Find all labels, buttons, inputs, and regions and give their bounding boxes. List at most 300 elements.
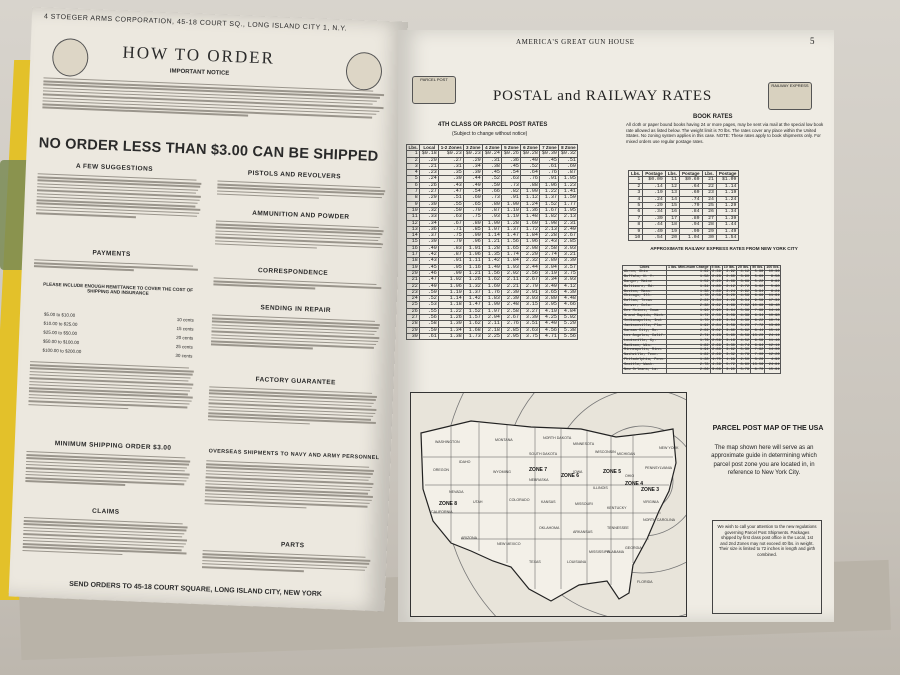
parcel-rate-cell: 3.95 — [540, 302, 559, 308]
state-label: IDAHO — [459, 460, 471, 464]
express-rate-cell: 11.46 — [765, 339, 781, 344]
book-rate-cell: .54 — [643, 235, 666, 241]
parcel-rate-cell: 3.04 — [540, 264, 559, 270]
parcel-rate-cell: .73 — [483, 195, 502, 201]
book-rate-cell: 7 — [629, 215, 643, 221]
parcel-rate-cell: 6 — [407, 182, 420, 188]
parcel-rate-cell: 1.69 — [483, 283, 502, 289]
insurance-row: $5.00 to $10.00 10 cents — [43, 311, 194, 323]
parcel-rate-cell: 1.02 — [439, 277, 464, 283]
parcel-rate-cell: 2.49 — [559, 226, 578, 232]
section-ammo: AMMUNITION AND POWDER — [252, 209, 350, 221]
parcel-rate-cell: 13 — [407, 226, 420, 232]
book-rate-cell: 11 — [665, 177, 679, 183]
parcel-rate-cell: 1.06 — [439, 283, 464, 289]
parcel-rate-cell: 2.25 — [483, 333, 502, 339]
insurance-row: $50.00 to $100.00 25 cents — [42, 338, 193, 350]
parcel-rate-cell: 1.42 — [483, 258, 502, 264]
express-rate-cell: 17.32 — [765, 300, 781, 305]
express-rate-cell: 4.38 — [736, 315, 750, 320]
parcel-rate-cell: 1.28 — [502, 220, 521, 226]
parcel-rate-cell: .59 — [483, 182, 502, 188]
parcel-rate-cell: 18 — [407, 258, 420, 264]
express-rate-cell: 3.64 — [722, 310, 736, 315]
parcel-rate-cell: .59 — [420, 327, 439, 333]
parcel-rate-cell: 4.12 — [559, 283, 578, 289]
express-rate-cell: 12.14 — [765, 344, 781, 349]
parcel-rate-cell: .54 — [464, 189, 483, 195]
book-rate-cell: 2 — [629, 183, 643, 189]
express-rate-cell: 4.56 — [736, 295, 750, 300]
state-label: ALABAMA — [607, 550, 624, 554]
parcel-rate-cell: .53 — [420, 302, 439, 308]
parcel-rate-cell: .63 — [502, 176, 521, 182]
parcel-rate-cell: .61 — [540, 163, 559, 169]
parcel-rate-cell: 2.31 — [559, 220, 578, 226]
express-rate-cell: Buffalo, N. Y. — [623, 275, 667, 280]
parcel-rate-cell: .58 — [420, 321, 439, 327]
book-rate-cell: 14 — [665, 196, 679, 202]
parcel-rate-cell: .35 — [439, 170, 464, 176]
parcel-rate-cell: 1.76 — [483, 289, 502, 295]
rates-title: POSTAL and RAILWAY RATES — [493, 88, 712, 104]
express-rate-column-header: 5 lbs. — [711, 265, 721, 269]
express-rate-cell: 5.62 — [736, 329, 750, 334]
express-rate-cell: Minneapolis, Minn. — [623, 349, 667, 354]
parcel-rate-cell: .83 — [439, 245, 464, 251]
parcel-rate-cell: 1.93 — [502, 264, 521, 270]
express-rate-cell: 5.20 — [736, 324, 750, 329]
parcel-rate-cell: 2.32 — [521, 258, 540, 264]
parcel-rate-cell: .27 — [420, 189, 439, 195]
parcel-rate-cell: 2.02 — [502, 270, 521, 276]
parcel-rate-cell: 1.12 — [521, 195, 540, 201]
parcel-rate-cell: .39 — [420, 239, 439, 245]
zone-label: ZONE 5 — [603, 469, 622, 475]
parcel-rate-cell: 1.98 — [540, 220, 559, 226]
parcel-rate-cell: .55 — [439, 201, 464, 207]
express-rate-cell: Louisville, Ky. — [623, 339, 667, 344]
parcel-rate-cell: .75 — [464, 214, 483, 220]
state-label: NORTH DAKOTA — [543, 436, 572, 440]
parcel-rate-cell: $0.32 — [560, 150, 576, 157]
parcel-rate-column-header: 3 Zone — [464, 145, 483, 151]
express-rate-cell: 1.88 — [710, 290, 722, 295]
parcel-rate-cell: 9 — [407, 201, 420, 207]
parcel-rate-cell: 1.84 — [521, 233, 540, 239]
parcel-rate-cell: 3.39 — [559, 258, 578, 264]
parcel-rate-cell: 4.71 — [540, 333, 559, 339]
express-rate-cell: 7.00 — [751, 354, 765, 359]
parcel-rate-cell: .50 — [420, 289, 439, 295]
express-rate-cell: 3.90 — [736, 275, 750, 280]
insurance-row: $10.00 to $25.00 15 cents — [43, 320, 194, 332]
factory-text — [207, 384, 379, 449]
parcel-rate-cell: 4.40 — [540, 321, 559, 327]
parcel-rate-cell: 1.00 — [483, 220, 502, 226]
express-rate-cell: Philadelphia, Penn. — [624, 358, 665, 363]
parcel-rate-cell: .36 — [420, 226, 439, 232]
parcel-rate-cell: 1.47 — [464, 302, 483, 308]
parcel-rate-cell: 16 — [407, 245, 420, 251]
parcel-rate-cell: 3.65 — [540, 289, 559, 295]
parcel-rate-cell: .75 — [439, 233, 464, 239]
parcel-rate-cell: .23 — [420, 170, 439, 176]
parcel-rate-cell: 1.36 — [521, 207, 540, 213]
parcel-rate-cell: 2.08 — [521, 245, 540, 251]
express-rate-column-header: 10 lbs. — [723, 265, 735, 269]
express-rate-column-header: Cities — [623, 266, 667, 271]
book-rates-title: BOOK RATES — [693, 114, 733, 120]
parcel-rate-cell: .79 — [439, 239, 464, 245]
book-rate-cell: .29 — [643, 203, 666, 209]
express-rate-cell: 13.56 — [752, 363, 764, 368]
parcel-rate-cell: 1.97 — [483, 308, 502, 314]
express-rate-cell: 1.76 — [666, 339, 710, 344]
express-rate-cell: 6.94 — [751, 344, 765, 349]
book-rates-table — [628, 170, 739, 241]
parcel-rate-cell: 1.35 — [483, 252, 502, 258]
state-label: CALIFORNIA — [431, 510, 453, 514]
parcel-rate-cell: 3.03 — [559, 245, 578, 251]
express-rate-cell: 6.22 — [751, 319, 765, 324]
express-rate-cell: 2.50 — [710, 315, 722, 320]
book-rate-cell: 21 — [702, 177, 716, 183]
section-min-order: MINIMUM SHIPPING ORDER $3.00 — [54, 440, 172, 452]
parcel-rate-cell: .87 — [439, 252, 464, 258]
parcel-rate-cell: .93 — [483, 214, 502, 220]
parcel-rate-cell: $0.30 — [541, 150, 557, 157]
parcel-rate-cell: .45 — [540, 157, 559, 163]
express-rate-cell: 24.84 — [765, 364, 781, 369]
parcel-rate-cell: 5 — [407, 176, 420, 182]
parcel-rate-cell: $0.24 — [484, 150, 500, 157]
parcel-rate-cell: 26 — [407, 308, 420, 314]
express-rate-cell: Chicago, Ill. — [623, 295, 667, 300]
express-rate-cell: Madison, Wis. — [623, 344, 667, 349]
parcel-post-emblem — [412, 76, 456, 104]
map-description: The map shown here will serve as an approximate guide in determining which parcel post zone you are located in, in reference to New York City. — [711, 445, 817, 476]
usa-map-svg — [411, 393, 686, 616]
express-rate-cell: 10.36 — [765, 270, 781, 275]
insurance-row: $25.00 to $50.00 20 cents — [43, 329, 194, 341]
express-rate-cell: 1.38 — [666, 290, 710, 295]
express-rate-cell: 1.92 — [666, 324, 710, 329]
express-rate-cell: 5.72 — [722, 364, 736, 369]
right-page — [398, 30, 834, 622]
parcel-rate-cell: .63 — [439, 214, 464, 220]
parcel-rate-cell: .46 — [420, 270, 439, 276]
parcel-rate-cell: 5.02 — [559, 315, 578, 321]
express-rate-cell: Jacksonville, Fla. — [623, 324, 667, 329]
parcel-rate-cell: .24 — [420, 176, 439, 182]
parcel-rate-cell: .87 — [483, 207, 502, 213]
express-rate-cell: 1.58 — [666, 275, 710, 280]
express-rate-cell: 1.94 — [666, 349, 710, 354]
parcel-rate-cell: $0.26 — [503, 150, 519, 157]
state-label: WASHINGTON — [435, 440, 460, 444]
parcel-rate-cell: 1.16 — [464, 264, 483, 270]
book-rate-cell: .94 — [680, 222, 703, 228]
parcel-rate-cell: 2.39 — [502, 296, 521, 302]
book-rate-column-header: Postage — [643, 171, 666, 177]
book-rate-cell: 6 — [629, 209, 643, 215]
state-label: UTAH — [473, 500, 483, 504]
express-rate-cell: 4.30 — [736, 319, 750, 324]
parcel-rate-cell: 2.18 — [483, 327, 502, 333]
state-label: NEVADA — [449, 490, 464, 494]
book-rates-text: All cloth or paper bound books having 24 or more pages, may be sent via mail at the special low book rate allowed as listed below. The weight limit is 70 lbs. The rates cover any place within the United States. No zoning system applies in this case. NOTE: These rates apply to book shipments only. For mixed orders use regular postage rates. — [626, 122, 824, 144]
parcel-rate-cell: 12 — [407, 220, 420, 226]
parcel-rate-cell: 2.13 — [559, 214, 578, 220]
parcel-rate-cell: .45 — [483, 170, 502, 176]
parcel-rate-cell: 2.58 — [540, 245, 559, 251]
express-rate-cell: Baltimore, Md. — [623, 285, 667, 290]
parcel-rate-cell: .54 — [502, 170, 521, 176]
parcel-rate-cell: 2.30 — [502, 289, 521, 295]
express-rate-cell: 1.98 — [722, 359, 736, 364]
book-rate-cell: .49 — [643, 228, 666, 234]
parcel-rate-cell: 3.75 — [521, 333, 540, 339]
parcel-rate-cell: 1.26 — [464, 277, 483, 283]
parcel-rate-cell: .51 — [439, 195, 464, 201]
book-rate-header-row — [629, 171, 739, 177]
parcel-rate-cell: $0.23 — [439, 151, 464, 157]
book-rate-cell: $1.09 — [716, 177, 739, 183]
express-rate-cell: 9.58 — [751, 300, 765, 305]
parcel-rate-cell: 27 — [407, 315, 420, 321]
parcel-rate-cell: .45 — [420, 264, 439, 270]
parcel-rate-cell: .40 — [420, 245, 439, 251]
parcel-rate-cell: 15 — [407, 239, 420, 245]
parcel-rate-cell: 23 — [407, 289, 420, 295]
parcel-rate-cell: 3.34 — [540, 277, 559, 283]
parcel-rate-cell: 1.21 — [464, 270, 483, 276]
express-rate-cell: 5.60 — [765, 285, 781, 290]
express-rate-cell: Seattle, Wash. — [623, 364, 667, 369]
parcel-rate-cell: 3.27 — [521, 308, 540, 314]
parcel-rate-cell: .33 — [420, 214, 439, 220]
express-rate-cell: 7.02 — [736, 305, 750, 310]
parcel-rate-cell: .99 — [439, 270, 464, 276]
parcel-rate-cell: .29 — [464, 157, 483, 163]
express-rate-cell: 4.74 — [736, 344, 750, 349]
express-rate-cell: 19.48 — [765, 305, 781, 310]
express-rate-cell: 6.58 — [751, 339, 765, 344]
parcel-rate-cell: 2.11 — [502, 277, 521, 283]
minimum-order-banner: NO ORDER LESS THAN $3.00 CAN BE SHIPPED — [38, 135, 379, 165]
express-rate-cell: 4.92 — [765, 359, 781, 364]
book-rate-cell: 1.34 — [716, 209, 739, 215]
express-rate-cell: 2.66 — [710, 354, 722, 359]
parcel-rate-cell: 4.56 — [540, 327, 559, 333]
express-rate-cell: 1.72 — [666, 315, 710, 320]
express-rate-cell: 1.70 — [710, 359, 722, 364]
parcel-rate-cell: 1.07 — [483, 226, 502, 232]
parcel-rate-cell: 1.18 — [439, 302, 464, 308]
express-rate-cell: 7.72 — [751, 324, 765, 329]
parcel-rate-cell: 1.00 — [502, 201, 521, 207]
parcel-rate-cell: $0.23 — [465, 150, 481, 157]
state-label: FLORIDA — [637, 580, 653, 584]
express-rate-cell: 10.74 — [765, 319, 781, 324]
parcel-rate-cell: 1.82 — [540, 214, 559, 220]
parcel-rate-cell: .76 — [521, 176, 540, 182]
express-rate-cell: 2.66 — [710, 344, 722, 349]
parcel-rate-column-header: 8 Zone — [559, 145, 578, 151]
parcel-rate-cell: 1.60 — [521, 220, 540, 226]
express-rate-cell: 2.24 — [722, 290, 736, 295]
parcel-rate-cell: 1.10 — [502, 207, 521, 213]
state-label: TEXAS — [529, 560, 541, 564]
state-label: LOUISIANA — [567, 560, 587, 564]
express-rate-cell: 2.58 — [710, 295, 722, 300]
express-rate-cell: 14.06 — [765, 349, 781, 354]
parts-text — [201, 548, 372, 589]
parcel-rate-cell: 3.15 — [521, 302, 540, 308]
parcel-rate-cell: 4 — [407, 170, 420, 176]
parcel-rate-cell: .30 — [420, 201, 439, 207]
book-rate-cell: $0.69 — [680, 177, 703, 183]
section-factory: FACTORY GUARANTEE — [255, 376, 336, 387]
parcel-rate-cell: .65 — [464, 201, 483, 207]
parcel-rate-cell: .91 — [540, 176, 559, 182]
book-rate-cell: 17 — [665, 215, 679, 221]
parcel-rate-cell: .80 — [483, 201, 502, 207]
book-rate-cell: 29 — [702, 228, 716, 234]
parcel-rate-cell: .44 — [464, 176, 483, 182]
book-rate-cell: $0.09 — [643, 177, 666, 183]
parcel-rate-cell: 2.43 — [540, 239, 559, 245]
parcel-rate-cell: 7 — [407, 189, 420, 195]
express-rate-cell: 5.98 — [751, 270, 765, 275]
section-claims: CLAIMS — [91, 507, 120, 516]
express-rate-cell: 4.36 — [710, 364, 722, 369]
parcel-rate-cell: 1.74 — [502, 252, 521, 258]
parcel-rate-cell: 1.38 — [439, 333, 464, 339]
parcel-rate-cell: 2.20 — [521, 252, 540, 258]
parcel-rate-cell: 1.47 — [502, 233, 521, 239]
parcel-rate-cell: 3.39 — [521, 315, 540, 321]
express-rate-cell: 2.92 — [736, 290, 750, 295]
usa-outline — [421, 421, 676, 601]
state-label: OHIO — [625, 474, 635, 478]
express-rate-cell: 2.22 — [666, 300, 710, 305]
parcel-rate-cell: 5.20 — [559, 321, 578, 327]
parcel-rate-cell: 20 — [407, 270, 420, 276]
parcel-rate-column-header: 4 Zone — [483, 145, 502, 151]
zone-label: ZONE 6 — [561, 473, 580, 479]
parcel-rates-title: 4TH CLASS OR PARCEL POST RATES — [438, 122, 548, 128]
parcel-rate-cell: 3.93 — [559, 277, 578, 283]
state-label: KENTUCKY — [607, 506, 627, 510]
book-rate-cell: 1.39 — [716, 215, 739, 221]
express-rate-cell: 15.64 — [765, 369, 781, 374]
parcel-rate-cell: .40 — [521, 157, 540, 163]
min-order-text — [24, 449, 192, 508]
express-rate-cell: 13.66 — [765, 324, 781, 329]
express-rate-column-header: 100 lbs. — [766, 265, 780, 269]
shipping-illustration — [345, 52, 382, 91]
book-rate-cell: 30 — [702, 235, 716, 241]
parcel-rate-cell: .43 — [420, 258, 439, 264]
parcel-rate-cell: 10 — [407, 207, 420, 213]
express-rate-cell: 2.68 — [722, 280, 736, 285]
express-rate-cell: 2.84 — [710, 324, 722, 329]
express-rate-cell: Nashville, Tenn. — [623, 354, 667, 359]
book-rate-cell: .79 — [680, 203, 703, 209]
book-rate-column-header: Lbs. — [629, 171, 643, 177]
parcel-rate-cell: 1.49 — [483, 264, 502, 270]
express-rate-column-header: 25 lbs. — [737, 265, 750, 269]
parcel-rate-column-header: 7 Zone — [540, 145, 559, 151]
express-rate-cell: 3.94 — [751, 290, 765, 295]
parcel-rate-cell: .52 — [521, 163, 540, 169]
parcel-rate-cell: 1.65 — [502, 245, 521, 251]
parcel-rate-cell: 1.14 — [483, 233, 502, 239]
parcel-rate-cell: .52 — [483, 176, 502, 182]
parcel-rate-cell: 19 — [407, 264, 420, 270]
parcel-rate-cell: 3.49 — [540, 283, 559, 289]
parcel-rate-cell: 8 — [407, 195, 420, 201]
ammo-text — [214, 218, 386, 267]
page-subtitle: IMPORTANT NOTICE — [169, 68, 230, 77]
parcel-rate-cell: 1.00 — [521, 189, 540, 195]
parcel-rate-cell: .43 — [439, 182, 464, 188]
state-label: VIRGINIA — [643, 500, 659, 504]
book-rate-cell: 5 — [629, 203, 643, 209]
book-rate-column-header: Postage — [716, 171, 739, 177]
parcel-rate-cell: 1.28 — [483, 245, 502, 251]
section-correspondence: CORRESPONDENCE — [257, 267, 329, 277]
claims-text — [22, 515, 190, 580]
parcel-post-emblem-label: PARCEL POST — [420, 77, 448, 82]
parcel-rate-cell: 1.24 — [521, 201, 540, 207]
express-rate-cell: 24.14 — [765, 334, 781, 339]
express-rate-cell: 3.30 — [722, 344, 736, 349]
parcel-rate-column-header: 1-2 Zones — [440, 145, 462, 151]
parcel-rate-cell: 30 — [407, 333, 420, 339]
parcel-rates-subtitle: (Subject to change without notice) — [452, 131, 528, 137]
book-rate-cell: 1.19 — [716, 190, 739, 196]
parcel-rate-cell: .31 — [483, 157, 502, 163]
express-rate-cell: 4.12 — [736, 270, 750, 275]
express-rate-cell: 2.02 — [666, 329, 710, 334]
book-rate-cell: 4 — [629, 196, 643, 202]
express-rate-cell: 2.46 — [710, 319, 722, 324]
parcel-rate-cell: 25 — [407, 302, 420, 308]
express-rate-cell: 1.62 — [666, 270, 710, 275]
express-rate-row — [623, 369, 781, 374]
state-label: ILLINOIS — [593, 486, 608, 490]
express-rate-cell: Boston, Mass. — [623, 290, 667, 295]
parcel-rate-cell: .91 — [502, 195, 521, 201]
parcel-rate-cell: 1.23 — [559, 182, 578, 188]
express-rate-cell: 3.80 — [722, 329, 736, 334]
parcel-rate-column-header: Lbs. — [408, 145, 418, 151]
payments-terms-text — [27, 359, 196, 440]
state-label: IOWA — [573, 470, 583, 474]
parcel-rate-cell: 1.10 — [439, 289, 464, 295]
express-rate-cell: 1.82 — [666, 344, 710, 349]
parcel-rate-cell: 1.96 — [521, 239, 540, 245]
express-rate-cell: 5.78 — [736, 369, 750, 374]
book-rate-column-header: Lbs. — [702, 171, 716, 177]
parcel-rate-cell: 4.48 — [559, 296, 578, 302]
state-label: KANSAS — [541, 500, 556, 504]
express-rate-cell: 5.22 — [751, 280, 765, 285]
express-rate-cell: 5.60 — [751, 275, 765, 280]
